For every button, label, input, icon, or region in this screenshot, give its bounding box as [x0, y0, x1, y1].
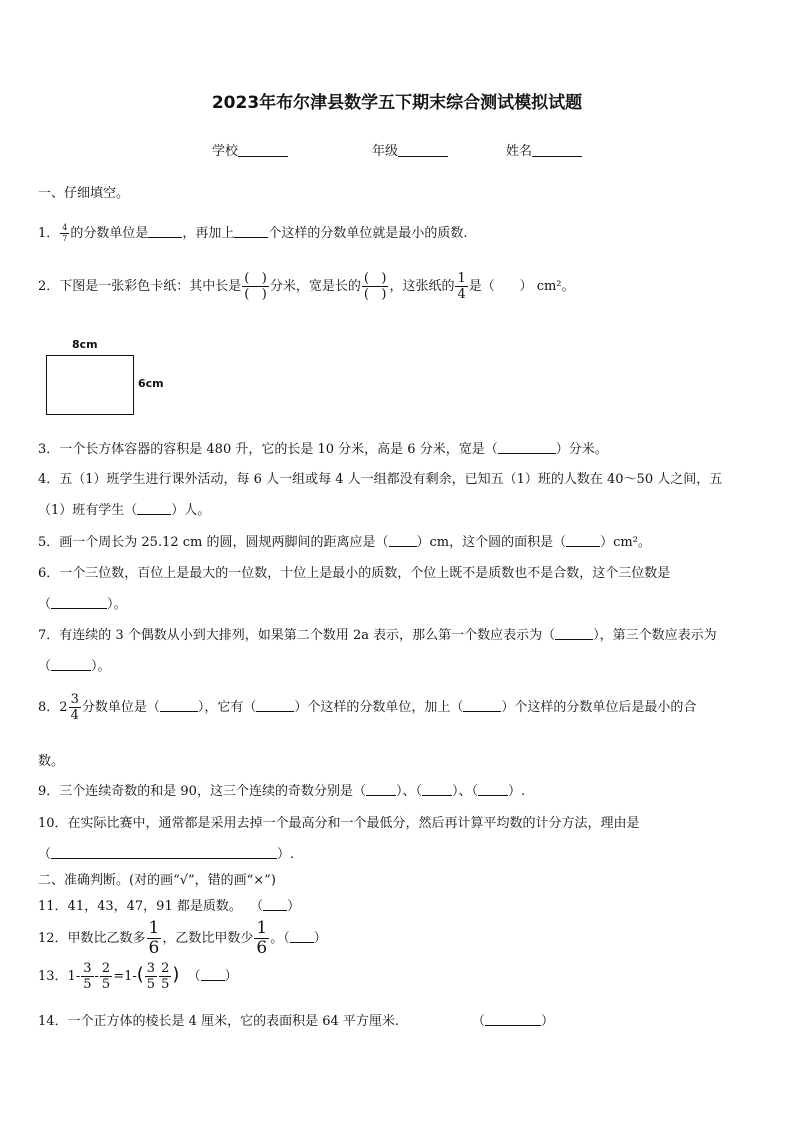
page-title: 2023年布尔津县数学五下期末综合测试模拟试题: [211, 93, 583, 113]
denominator: 4: [70, 708, 79, 723]
answer-blank[interactable]: [148, 225, 182, 238]
mixed-number: [59, 693, 82, 722]
paren-left: (: [363, 271, 369, 286]
paren-left: (: [363, 287, 369, 302]
denominator: 5: [83, 977, 92, 992]
answer-blank[interactable]: [566, 534, 600, 547]
question-text: ）cm，这个圆的面积是（: [416, 535, 567, 550]
answer-blank[interactable]: [290, 930, 314, 943]
numerator: 1: [256, 918, 268, 938]
question-8: [38, 693, 696, 722]
fraction-blank[interactable]: [242, 272, 269, 301]
rectangle-length-label: 8cm: [72, 338, 98, 351]
question-text: ）。: [107, 597, 127, 612]
unit: cm²: [536, 279, 562, 294]
question-number: 2．: [38, 279, 60, 294]
denominator: 4: [457, 287, 466, 302]
question-12: [38, 920, 327, 957]
question-text: ）: [313, 931, 327, 946]
paren-right: ): [172, 964, 180, 985]
fraction: [100, 962, 112, 991]
numerator: 1: [148, 918, 160, 938]
school-blank[interactable]: [238, 143, 288, 157]
answer-blank[interactable]: [485, 1013, 541, 1026]
answer-blank[interactable]: [478, 783, 508, 796]
question-text: ）、（: [395, 784, 422, 799]
answer-blank[interactable]: [555, 627, 593, 640]
question-text: （: [472, 1014, 486, 1029]
rectangle-width-label: 6cm: [138, 377, 164, 390]
paren-right: ): [261, 271, 267, 286]
question-text: （1）班有学生（: [38, 503, 138, 518]
question-2: [38, 272, 575, 301]
answer-blank[interactable]: [463, 699, 501, 712]
question-number: 1．: [38, 226, 60, 241]
question-text: 7．有连续的 3 个偶数从小到大排列，如果第二个数用 2a 表示，那么第一个数应表示为（: [38, 628, 556, 643]
answer-blank[interactable]: [51, 596, 107, 609]
grade-field: [372, 140, 448, 159]
math-operator: -: [94, 969, 99, 984]
question-text: ）.: [277, 847, 295, 862]
answer-blank[interactable]: [263, 898, 287, 911]
paren-right: ): [381, 287, 387, 302]
math-operator: =1-: [113, 969, 137, 984]
question-text: ），第三个数应表示为: [593, 628, 717, 643]
question-text: 。: [561, 279, 575, 294]
paren-left: (: [244, 287, 250, 302]
section-heading-1: 一、仔细填空。: [38, 186, 130, 201]
paren-left: (: [244, 271, 250, 286]
question-10-cont: [38, 843, 294, 862]
answer-blank[interactable]: [234, 225, 268, 238]
question-text: ）个这样的分数单位，加上（: [294, 700, 464, 715]
question-text: （: [38, 847, 52, 862]
denominator: 6: [256, 938, 268, 958]
question-4: 4．五（1）班学生进行课外活动，每 6 人一组或每 4 人一组都没有剩余，已知五（1）班的人数在 40～50 人之间，五: [38, 472, 723, 487]
question-text: 下图是一张彩色卡纸：其中长是: [59, 279, 242, 294]
question-5: [38, 531, 651, 550]
question-text: ）人。: [171, 503, 211, 518]
answer-blank[interactable]: [51, 846, 277, 859]
answer-blank[interactable]: [160, 699, 198, 712]
fraction: [147, 920, 162, 957]
denominator: 6: [148, 938, 160, 958]
question-6-cont: [38, 593, 127, 612]
answer-blank[interactable]: [422, 783, 452, 796]
question-13: [38, 962, 238, 991]
denominator: 5: [146, 977, 156, 992]
numerator: 2: [101, 961, 111, 976]
denominator: 5: [161, 977, 170, 992]
numerator: 3: [70, 692, 79, 707]
question-7-cont: [38, 655, 111, 674]
question-text: ）.: [507, 784, 526, 799]
question-3: [38, 438, 608, 457]
fraction: [60, 224, 69, 243]
question-9: [38, 780, 525, 799]
answer-blank[interactable]: [201, 968, 225, 981]
question-14-answer: [472, 1010, 554, 1029]
fraction: [159, 962, 171, 991]
numerator: 1: [457, 271, 466, 286]
question-text: 5．画一个周长为 25.12 cm 的圆，圆规两脚间的距离应是（: [38, 535, 389, 550]
question-text: 是（: [468, 279, 495, 294]
school-field: [212, 140, 288, 159]
question-10: 10．在实际比赛中，通常都是采用去掉一个最高分和一个最低分，然后再计算平均数的计分方法，理由是: [38, 816, 640, 831]
school-label: 学校: [212, 144, 239, 159]
question-8-cont: 数。: [38, 754, 65, 769]
numerator: 3: [83, 961, 92, 976]
question-text: ，再加上: [182, 226, 235, 241]
grade-blank[interactable]: [398, 143, 448, 157]
numerator: 4: [62, 223, 68, 232]
question-text: （: [38, 597, 52, 612]
question-number: 13．: [38, 969, 68, 984]
question-text: ，这张纸的: [389, 279, 455, 294]
question-text: ）cm²。: [600, 535, 651, 550]
question-text: 。（: [270, 931, 290, 946]
question-text: 分米，宽是长的: [269, 279, 361, 294]
numerator: 2: [161, 961, 170, 976]
answer-blank[interactable]: [498, 441, 556, 454]
section-heading-2: 二、准确判断。(对的画“√”，错的画“×”): [38, 873, 276, 888]
question-text: ）: [541, 1014, 555, 1029]
question-text: 3．一个长方体容器的容积是 480 升，它的长是 10 分米，高是 6 分米，宽是（: [38, 442, 498, 457]
fraction: [455, 272, 467, 301]
paren-left: (: [136, 964, 144, 985]
question-text: ）分米。: [555, 442, 608, 457]
question-text: ）: [519, 279, 533, 294]
question-text: ）: [224, 969, 238, 984]
question-number: 8．: [38, 700, 60, 715]
answer-blank[interactable]: [51, 658, 91, 671]
question-14: [38, 1010, 399, 1029]
question-text: ）: [287, 899, 301, 914]
denominator: 7: [62, 234, 68, 243]
question-4-cont: [38, 499, 210, 518]
fraction: [81, 962, 93, 991]
denominator: 5: [101, 977, 111, 992]
answer-blank[interactable]: [137, 502, 171, 515]
name-blank[interactable]: [532, 143, 582, 157]
question-text: ，乙数比甲数少: [162, 931, 254, 946]
question-text: （: [250, 899, 264, 914]
paren-right: ): [261, 287, 267, 302]
math-term: 1-: [67, 969, 81, 984]
question-text: ）、（: [451, 784, 478, 799]
rectangle-figure: [46, 355, 134, 415]
fraction: [254, 920, 269, 957]
question-text: 个这样的分数单位就是最小的质数.: [268, 226, 468, 241]
fraction-blank[interactable]: [362, 272, 389, 301]
name-field: [506, 140, 582, 159]
name-label: 姓名: [506, 144, 533, 159]
question-text: 14．一个正方体的棱长是 4 厘米，它的表面积是 64 平方厘米.: [38, 1014, 400, 1029]
question-11: [38, 895, 300, 914]
paren-right: ): [381, 271, 387, 286]
answer-blank[interactable]: [389, 534, 417, 547]
fraction: [69, 693, 81, 722]
grade-label: 年级: [372, 144, 399, 159]
question-text: 11．41，43，47，91 都是质数。: [38, 899, 242, 914]
question-text: （: [187, 969, 201, 984]
question-text: 的分数单位是: [70, 226, 149, 241]
question-text: 分数单位是（: [81, 700, 160, 715]
question-1: [38, 222, 468, 243]
answer-blank[interactable]: [366, 783, 396, 796]
question-6: 6．一个三位数，百位上是最大的一位数，十位上是最小的质数，个位上既不是质数也不是合数，这个三位数是: [38, 566, 671, 581]
question-text: ）个这样的分数单位后是最小的合: [501, 700, 697, 715]
fraction: [145, 962, 157, 991]
question-text: ），它有（: [197, 700, 257, 715]
answer-blank[interactable]: [256, 699, 294, 712]
question-7: [38, 624, 717, 643]
question-text: ）。: [91, 659, 111, 674]
whole-part: 2: [59, 700, 68, 715]
question-text: 9．三个连续奇数的和是 90，这三个连续的奇数分别是（: [38, 784, 366, 799]
numerator: 3: [146, 961, 156, 976]
question-text: （: [38, 659, 52, 674]
question-text: 12．甲数比乙数多: [38, 931, 146, 946]
